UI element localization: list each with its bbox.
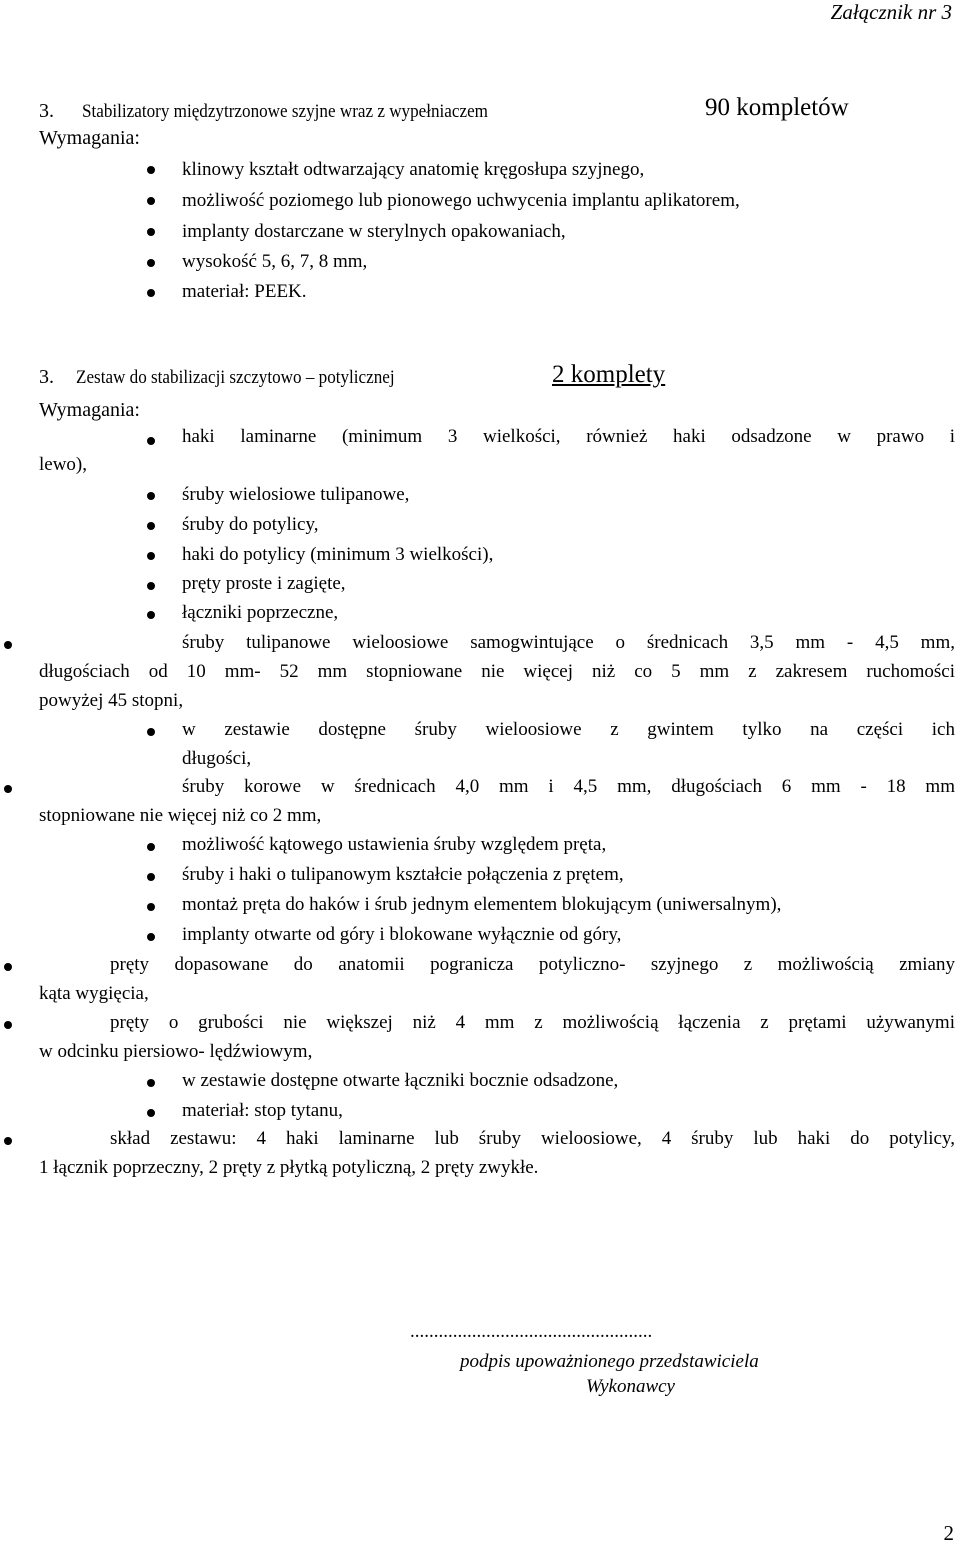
list-item: w zestawie dostępne otwarte łączniki bocznie odsadzone, [182, 1070, 619, 1091]
list-item-continuation: 1 łącznik poprzeczny, 2 pręty z płytką potyliczną, 2 pręty zwykłe. [39, 1157, 539, 1178]
list-item: implanty otwarte od góry i blokowane wyłącznie od góry, [182, 924, 622, 945]
signature-label: podpis upoważnionego przedstawiciela [460, 1351, 759, 1372]
list-item-continuation: stopniowane nie więcej niż co 2 mm, [39, 805, 322, 826]
bullet-icon [147, 582, 155, 590]
list-item-continuation: długościach od 10 mm- 52 mm stopniowane nie więcej niż co 5 mm z zakresem ruchomości [39, 661, 955, 682]
signature-dots: ................................................... [410, 1321, 653, 1342]
list-item: łączniki poprzeczne, [182, 602, 339, 623]
signature-role: Wykonawcy [586, 1376, 675, 1397]
section1-title: Stabilizatory międzytrzonowe szyjne wraz z wypełniaczem [81, 101, 488, 122]
section2-quantity: 2 komplety [552, 361, 666, 388]
bullet-icon [4, 963, 12, 971]
bullet-icon [4, 785, 12, 793]
list-item: śruby wielosiowe tulipanowe, [182, 484, 410, 505]
bullet-icon [4, 1021, 12, 1029]
list-item-continuation: długości, [182, 748, 252, 769]
bullet-icon [147, 259, 155, 267]
list-item: śruby do potylicy, [182, 514, 319, 535]
list-item: w zestawie dostępne śruby wieloosiowe z gwintem tylko na części ich [182, 719, 955, 740]
list-item: możliwość kątowego ustawienia śruby względem pręta, [182, 834, 607, 855]
bullet-icon [147, 1109, 155, 1117]
section1-number: 3. [39, 100, 54, 122]
list-item: montaż pręta do haków i śrub jednym elementem blokującym (uniwersalnym), [182, 894, 782, 915]
list-item: śruby i haki o tulipanowym kształcie połączenia z prętem, [182, 864, 624, 885]
section1-requirements-label: Wymagania: [39, 127, 140, 149]
list-item: materiał: PEEK. [182, 281, 307, 302]
bullet-icon [147, 611, 155, 619]
list-item-continuation: powyżej 45 stopni, [39, 690, 184, 711]
bullet-icon [147, 197, 155, 205]
bullet-icon [147, 728, 155, 736]
bullet-icon [147, 492, 155, 500]
list-item: śruby korowe w średnicach 4,0 mm i 4,5 mm, długościach 6 mm - 18 mm [182, 776, 955, 797]
list-item: śruby tulipanowe wieloosiowe samogwintujące o średnicach 3,5 mm - 4,5 mm, [182, 632, 955, 653]
section2-title: Zestaw do stabilizacji szczytowo – potylicznej [75, 367, 395, 388]
list-item: skład zestawu: 4 haki laminarne lub śruby wieloosiowe, 4 śruby lub haki do potylicy, [110, 1128, 955, 1149]
bullet-icon [4, 1137, 12, 1145]
list-item: możliwość poziomego lub pionowego uchwycenia implantu aplikatorem, [182, 190, 740, 211]
bullet-icon [147, 1079, 155, 1087]
list-item: pręty dopasowane do anatomii pogranicza potyliczno- szyjnego z możliwością zmiany [110, 954, 955, 975]
bullet-icon [147, 903, 155, 911]
section2-requirements-label: Wymagania: [39, 399, 140, 421]
bullet-icon [147, 552, 155, 560]
bullet-icon [147, 933, 155, 941]
list-item: haki do potylicy (minimum 3 wielkości), [182, 544, 494, 565]
list-item-continuation: lewo), [39, 454, 88, 475]
bullet-icon [147, 289, 155, 297]
bullet-icon [147, 843, 155, 851]
bullet-icon [147, 437, 155, 445]
section1-quantity: 90 kompletów [705, 94, 849, 121]
bullet-icon [147, 228, 155, 236]
bullet-icon [147, 166, 155, 174]
section1-heading [39, 94, 849, 124]
section2-heading [39, 361, 666, 390]
list-item-continuation: w odcinku piersiowo- lędźwiowym, [39, 1041, 313, 1062]
list-item: wysokość 5, 6, 7, 8 mm, [182, 251, 368, 272]
list-item: pręty o grubości nie większej niż 4 mm z możliwością łączenia z prętami używanymi [110, 1012, 955, 1033]
bullet-icon [147, 522, 155, 530]
bullet-icon [147, 873, 155, 881]
bullet-icon [4, 641, 12, 649]
list-item: haki laminarne (minimum 3 wielkości, również haki odsadzone w prawo i [182, 426, 955, 447]
list-item: pręty proste i zagięte, [182, 573, 346, 594]
page-number: 2 [943, 1521, 954, 1545]
section2-number: 3. [39, 366, 54, 388]
list-item: materiał: stop tytanu, [182, 1100, 343, 1121]
list-item-continuation: kąta wygięcia, [39, 983, 149, 1004]
list-item: implanty dostarczane w sterylnych opakowaniach, [182, 221, 566, 242]
list-item: klinowy kształt odtwarzający anatomię kręgosłupa szyjnego, [182, 159, 645, 180]
attachment-label: Załącznik nr 3 [830, 0, 952, 24]
